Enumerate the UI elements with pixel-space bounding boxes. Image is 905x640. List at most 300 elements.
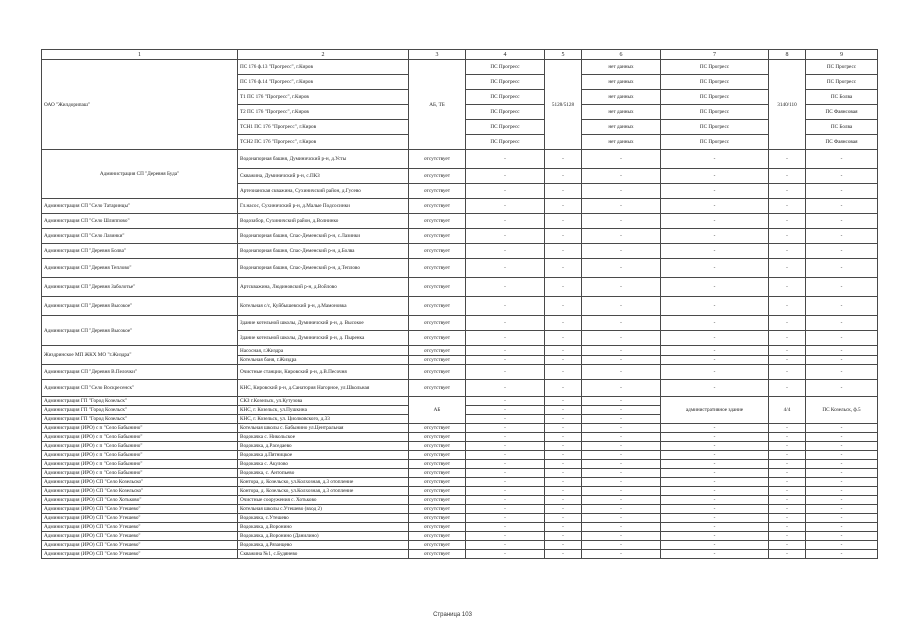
- table-cell: -: [582, 460, 661, 469]
- table-cell: Водокачка, д.Воронино: [238, 523, 409, 532]
- table-cell: ПС Прогресс: [661, 75, 769, 90]
- table-cell: Администрация СП "Село Лазинки": [42, 229, 238, 244]
- table-cell: -: [545, 460, 582, 469]
- table-cell: Котельная баня, г.Жиздра: [238, 356, 409, 365]
- table-cell: Администрация ГП "Город Козельск": [42, 415, 238, 424]
- table-cell: Администрация СП "Деревня Высокое": [42, 316, 238, 346]
- table-cell: СКЗ г.Козельск, ул.Кутузова: [238, 397, 409, 406]
- table-cell: отсутствует: [409, 259, 466, 278]
- table-cell: нет данных: [582, 90, 661, 105]
- table-cell: ПС 176 ф.14 "Прогресс", г.Киров: [238, 75, 409, 90]
- table-cell: -: [769, 346, 806, 356]
- table-cell: Администрация (ИРО) с п "Село Бабынино": [42, 469, 238, 478]
- table-cell: -: [582, 451, 661, 460]
- table-cell: Администрация СП "Деревня Теплово": [42, 259, 238, 278]
- table-cell: ПС Прогресс: [466, 105, 545, 120]
- table-cell: -: [769, 184, 806, 199]
- table-cell: -: [582, 532, 661, 541]
- table-cell: Котельная с/с, Куйбышевский р-н, д.Мамоновка: [238, 297, 409, 316]
- table-cell: -: [582, 259, 661, 278]
- table-cell: -: [769, 424, 806, 433]
- table-cell: -: [661, 214, 769, 229]
- table-cell: -: [769, 505, 806, 514]
- table-cell: Гл.насос, Сухиничский р-н, д.Малые Подсосинки: [238, 199, 409, 214]
- table-cell: 3140/110: [769, 60, 806, 150]
- table-cell: -: [466, 297, 545, 316]
- table-cell: -: [582, 316, 661, 331]
- table-cell: отсутствует: [409, 346, 466, 356]
- column-number-1: 1: [42, 50, 238, 60]
- table-cell: -: [582, 229, 661, 244]
- table-cell: -: [582, 397, 661, 406]
- table-cell: -: [661, 380, 769, 397]
- table-cell: -: [806, 487, 878, 496]
- table-cell: -: [661, 514, 769, 523]
- table-cell: -: [545, 297, 582, 316]
- table-cell: Администрация (ИРО) с п "Село Бабынино": [42, 451, 238, 460]
- table-cell: Очистные станции, Кировский р-н, д.В.Песочня: [238, 365, 409, 380]
- table-cell: -: [661, 469, 769, 478]
- table-cell: -: [806, 478, 878, 487]
- table-cell: -: [661, 532, 769, 541]
- table-cell: Администрация СП "Деревня Буда": [42, 150, 238, 199]
- table-cell: -: [545, 169, 582, 184]
- table-cell: 5128/5128: [545, 60, 582, 150]
- table-cell: -: [769, 469, 806, 478]
- table-cell: -: [582, 150, 661, 169]
- column-number-8: 8: [769, 50, 806, 60]
- table-cell: -: [545, 523, 582, 532]
- table-cell: -: [545, 214, 582, 229]
- table-row: [42, 424, 878, 433]
- table-cell: -: [806, 532, 878, 541]
- table-cell: отсутствует: [409, 229, 466, 244]
- table-cell: -: [466, 380, 545, 397]
- table-cell: -: [806, 523, 878, 532]
- table-cell: -: [769, 541, 806, 550]
- table-cell: -: [545, 541, 582, 550]
- table-cell: Водокачка д.Пятницкое: [238, 451, 409, 460]
- table-cell: -: [661, 356, 769, 365]
- table-cell: -: [769, 259, 806, 278]
- table-cell: -: [545, 451, 582, 460]
- table-cell: Администрация (ИРО) СП "Село Утешево": [42, 505, 238, 514]
- table-cell: Администрация ГП "Город Козельск": [42, 397, 238, 406]
- table-cell: -: [582, 415, 661, 424]
- table-cell: -: [545, 505, 582, 514]
- table-cell: административное здание: [661, 397, 769, 424]
- table-cell: -: [582, 331, 661, 346]
- table-cell: Артезианская скважина, Сухиничский район, д.Гусево: [238, 184, 409, 199]
- table-cell: отсутствует: [409, 541, 466, 550]
- table-cell: Водокачка с. Акулово: [238, 460, 409, 469]
- table-cell: -: [582, 297, 661, 316]
- table-row: [42, 214, 878, 229]
- table-cell: -: [466, 451, 545, 460]
- table-cell: -: [466, 496, 545, 505]
- table-cell: отсутствует: [409, 365, 466, 380]
- table-cell: КНС, г. Козельск, ул. Циолковского, д.33: [238, 415, 409, 424]
- table-cell: -: [582, 356, 661, 365]
- table-cell: ПС 176 ф.13 "Прогресс", г.Киров: [238, 60, 409, 75]
- table-cell: -: [806, 424, 878, 433]
- table-cell: -: [545, 259, 582, 278]
- table-cell: отсутствует: [409, 150, 466, 169]
- table-cell: отсутствует: [409, 505, 466, 514]
- header-row: [42, 50, 878, 60]
- table-cell: отсутствует: [409, 451, 466, 460]
- table-cell: Контора, д. Козельско, ул.Колхозная, д.3 отопление: [238, 478, 409, 487]
- table-cell: -: [806, 346, 878, 356]
- table-cell: Водокачка, с.Утешево: [238, 514, 409, 523]
- table-cell: -: [806, 514, 878, 523]
- table-cell: -: [806, 380, 878, 397]
- table-cell: отсутствует: [409, 487, 466, 496]
- table-cell: -: [466, 550, 545, 559]
- table-cell: отсутствует: [409, 442, 466, 451]
- table-cell: АБ: [409, 397, 466, 424]
- table-cell: -: [806, 316, 878, 331]
- table-cell: -: [545, 415, 582, 424]
- table-cell: -: [545, 244, 582, 259]
- table-cell: -: [806, 244, 878, 259]
- table-cell: ПС Прогресс: [661, 60, 769, 75]
- table-cell: Администрация (ИРО) СП "Село Утешево": [42, 523, 238, 532]
- column-number-6: 6: [582, 50, 661, 60]
- table-cell: отсутствует: [409, 460, 466, 469]
- table-cell: -: [545, 365, 582, 380]
- table-cell: -: [545, 316, 582, 331]
- table-cell: отсутствует: [409, 244, 466, 259]
- table-cell: -: [806, 150, 878, 169]
- table-cell: Водонапорная башня, Думиничский р-н, д.Усты: [238, 150, 409, 169]
- table-cell: -: [545, 487, 582, 496]
- table-cell: отсутствует: [409, 496, 466, 505]
- table-cell: -: [466, 433, 545, 442]
- table-cell: отсутствует: [409, 316, 466, 331]
- table-cell: -: [545, 356, 582, 365]
- table-cell: -: [582, 496, 661, 505]
- table-cell: -: [466, 259, 545, 278]
- table-cell: нет данных: [582, 135, 661, 150]
- table-row: [42, 541, 878, 550]
- table-cell: Котельная школы с.Утешево (вход 2): [238, 505, 409, 514]
- table-cell: отсутствует: [409, 514, 466, 523]
- table-row: [42, 199, 878, 214]
- table-cell: -: [806, 451, 878, 460]
- table-cell: -: [661, 229, 769, 244]
- table-row: [42, 496, 878, 505]
- table-cell: Администрация (ИРО) с п "Село Бабынино": [42, 433, 238, 442]
- table-cell: -: [466, 541, 545, 550]
- table-cell: -: [806, 505, 878, 514]
- table-cell: -: [806, 229, 878, 244]
- table-cell: Администрация СП "Село Шлиппово": [42, 214, 238, 229]
- table-cell: Водонапорная башня, Спас-Деменский р-н, д.Теплово: [238, 259, 409, 278]
- table-row: [42, 523, 878, 532]
- table-row: [42, 60, 878, 75]
- table-cell: -: [545, 150, 582, 169]
- table-cell: -: [769, 478, 806, 487]
- table-cell: -: [545, 532, 582, 541]
- table-cell: ПС Фаянсовая: [806, 105, 878, 120]
- table-row: [42, 365, 878, 380]
- table-cell: -: [466, 316, 545, 331]
- table-cell: ПС Прогресс: [466, 90, 545, 105]
- table-cell: -: [466, 397, 545, 406]
- table-cell: Водокачка, с. Антопьево: [238, 469, 409, 478]
- table-cell: -: [661, 297, 769, 316]
- table-cell: Водонапорная башня, Спас-Деменский р-н, д.Болва: [238, 244, 409, 259]
- table-cell: -: [769, 356, 806, 365]
- table-cell: -: [466, 469, 545, 478]
- table-row: [42, 297, 878, 316]
- table-cell: -: [661, 460, 769, 469]
- table-cell: ПС Прогресс: [661, 120, 769, 135]
- table-cell: -: [466, 229, 545, 244]
- table-cell: -: [806, 442, 878, 451]
- table-cell: отсутствует: [409, 433, 466, 442]
- table-cell: -: [769, 550, 806, 559]
- table-cell: Администрация (ИРО) СП "Село Утешево": [42, 541, 238, 550]
- table-cell: Администрация СП "Деревня В.Пелочки": [42, 365, 238, 380]
- table-cell: -: [769, 365, 806, 380]
- table-cell: -: [806, 259, 878, 278]
- column-number-2: 2: [238, 50, 409, 60]
- table-cell: -: [806, 469, 878, 478]
- table-cell: -: [582, 199, 661, 214]
- table-row: [42, 278, 878, 297]
- table-cell: отсутствует: [409, 550, 466, 559]
- table-cell: -: [582, 278, 661, 297]
- table-cell: Скважина №1, с.Будянево: [238, 550, 409, 559]
- table-cell: Жиздринское МП ЖКХ МО "г.Жиздра": [42, 346, 238, 365]
- table-cell: отсутствует: [409, 469, 466, 478]
- table-cell: -: [806, 496, 878, 505]
- table-cell: нет данных: [582, 120, 661, 135]
- table-cell: -: [661, 424, 769, 433]
- table-cell: Администрация СП "Село Воскресенск": [42, 380, 238, 397]
- table-cell: -: [466, 460, 545, 469]
- table-row: [42, 433, 878, 442]
- table-cell: Водокачка, д.Рязанцево: [238, 541, 409, 550]
- table-cell: отсутствует: [409, 214, 466, 229]
- table-row: [42, 316, 878, 331]
- table-cell: Администрация СП "Деревня Болва": [42, 244, 238, 259]
- table-cell: -: [806, 199, 878, 214]
- table-cell: Котельная школы с. Бабынино ул.Центральная: [238, 424, 409, 433]
- table-cell: -: [582, 550, 661, 559]
- table-cell: -: [466, 184, 545, 199]
- table-cell: -: [769, 532, 806, 541]
- table-cell: ПС Прогресс: [466, 120, 545, 135]
- table-row: [42, 244, 878, 259]
- table-cell: -: [806, 184, 878, 199]
- table-cell: -: [661, 541, 769, 550]
- table-cell: отсутствует: [409, 523, 466, 532]
- table-cell: -: [661, 199, 769, 214]
- table-cell: -: [545, 380, 582, 397]
- table-cell: отсутствует: [409, 380, 466, 397]
- table-cell: Насосная, г.Жиздра: [238, 346, 409, 356]
- table-cell: -: [769, 487, 806, 496]
- table-cell: -: [661, 496, 769, 505]
- table-cell: Водонапорная башня, Спас-Деменский р-н, с.Лазинки: [238, 229, 409, 244]
- table-cell: -: [661, 244, 769, 259]
- table-cell: -: [545, 331, 582, 346]
- table-cell: ПС Прогресс: [661, 90, 769, 105]
- column-number-7: 7: [661, 50, 769, 60]
- table-cell: отсутствует: [409, 331, 466, 346]
- table-cell: -: [582, 169, 661, 184]
- table-cell: нет данных: [582, 60, 661, 75]
- table-cell: -: [769, 460, 806, 469]
- table-cell: -: [466, 199, 545, 214]
- table-cell: -: [466, 244, 545, 259]
- table-cell: -: [661, 316, 769, 331]
- table-cell: -: [466, 478, 545, 487]
- table-cell: АБ, ТБ: [409, 60, 466, 150]
- table-cell: Администрация (ИРО) с п "Село Бабынино": [42, 460, 238, 469]
- table-cell: -: [769, 169, 806, 184]
- table-cell: -: [466, 442, 545, 451]
- table-cell: -: [661, 478, 769, 487]
- table-row: [42, 380, 878, 397]
- table-cell: Администрация (ИРО) СП "Село Утешево": [42, 550, 238, 559]
- table-cell: отсутствует: [409, 478, 466, 487]
- table-cell: Артскважина, Людиновский р-н, д.Войлово: [238, 278, 409, 297]
- table-cell: -: [806, 433, 878, 442]
- table-cell: -: [545, 442, 582, 451]
- table-cell: -: [582, 424, 661, 433]
- table-cell: -: [769, 451, 806, 460]
- table-cell: -: [806, 460, 878, 469]
- table-cell: -: [466, 424, 545, 433]
- table-row: [42, 532, 878, 541]
- table-cell: нет данных: [582, 105, 661, 120]
- column-number-9: 9: [806, 50, 878, 60]
- column-number-3: 3: [409, 50, 466, 60]
- table-cell: ПС Прогресс: [806, 60, 878, 75]
- table-cell: -: [466, 523, 545, 532]
- table-cell: -: [582, 184, 661, 199]
- table-row: [42, 150, 878, 169]
- table-cell: Администрация СП "Деревня Высокое": [42, 297, 238, 316]
- table-cell: -: [661, 451, 769, 460]
- table-cell: -: [769, 523, 806, 532]
- table-cell: -: [466, 169, 545, 184]
- table-cell: КНС, Кировский р-н, д.Санатория Нагорное, ул.Школьная: [238, 380, 409, 397]
- table-cell: -: [582, 406, 661, 415]
- table-cell: ПС Прогресс: [466, 135, 545, 150]
- table-cell: -: [769, 380, 806, 397]
- table-cell: -: [806, 278, 878, 297]
- table-row: [42, 487, 878, 496]
- table-cell: Администрация (ИРО) СП "Село Козельско": [42, 478, 238, 487]
- table-cell: -: [582, 433, 661, 442]
- table-cell: отсутствует: [409, 297, 466, 316]
- table-cell: -: [661, 169, 769, 184]
- table-cell: -: [661, 331, 769, 346]
- table-cell: -: [582, 365, 661, 380]
- table-cell: Администрация ГП "Город Козельск": [42, 406, 238, 415]
- table-row: [42, 514, 878, 523]
- table-cell: Администрация (ИРО) СП "Село Козельско": [42, 487, 238, 496]
- table-cell: Т2 ПС 176 "Прогресс", г.Киров: [238, 105, 409, 120]
- table-cell: -: [466, 532, 545, 541]
- table-row: [42, 346, 878, 356]
- table-cell: -: [769, 244, 806, 259]
- table-cell: Очистные сооружения с. Хотьково: [238, 496, 409, 505]
- table-cell: -: [545, 406, 582, 415]
- table-cell: отсутствует: [409, 169, 466, 184]
- table-cell: -: [582, 523, 661, 532]
- table-cell: -: [661, 259, 769, 278]
- table-cell: -: [545, 469, 582, 478]
- table-cell: -: [545, 496, 582, 505]
- table-cell: -: [806, 541, 878, 550]
- table-cell: Администрация (ИРО) СП "Село Утешево": [42, 514, 238, 523]
- table-cell: -: [545, 199, 582, 214]
- table-cell: -: [466, 331, 545, 346]
- table-cell: -: [661, 433, 769, 442]
- table-cell: -: [769, 214, 806, 229]
- table-cell: -: [661, 442, 769, 451]
- table-cell: -: [769, 297, 806, 316]
- table-cell: -: [582, 514, 661, 523]
- table-cell: ТСН1 ПС 176 "Прогресс", г.Киров: [238, 120, 409, 135]
- table-cell: -: [466, 365, 545, 380]
- table-row: [42, 469, 878, 478]
- table-cell: -: [661, 550, 769, 559]
- column-number-5: 5: [545, 50, 582, 60]
- table-cell: 4/4: [769, 397, 806, 424]
- table-cell: отсутствует: [409, 424, 466, 433]
- table-cell: -: [769, 433, 806, 442]
- table-cell: -: [582, 505, 661, 514]
- table-cell: -: [582, 380, 661, 397]
- table-row: [42, 442, 878, 451]
- table-cell: -: [466, 505, 545, 514]
- table-cell: -: [545, 550, 582, 559]
- table-cell: -: [806, 331, 878, 346]
- table-cell: -: [806, 214, 878, 229]
- table-cell: -: [545, 278, 582, 297]
- table-cell: ОАО "Жилдорипаш": [42, 60, 238, 150]
- table-cell: ПС Прогресс: [661, 135, 769, 150]
- table-cell: -: [582, 541, 661, 550]
- table-cell: Администрация (ИРО) СП "Село Утешево": [42, 532, 238, 541]
- table-cell: Администрация (ИРО) СП "Село Хотьково": [42, 496, 238, 505]
- table-cell: Т1 ПС 176 "Прогресс", г.Киров: [238, 90, 409, 105]
- table-cell: Администрация СП "Деревня Заболотье": [42, 278, 238, 297]
- table-cell: -: [466, 150, 545, 169]
- table-cell: -: [582, 442, 661, 451]
- table-cell: нет данных: [582, 75, 661, 90]
- table-cell: ПС Болва: [806, 120, 878, 135]
- table-cell: Здание котельной школы, Думиничский р-н, д. Высокое: [238, 316, 409, 331]
- table-cell: -: [582, 244, 661, 259]
- table-cell: Водокачка с. Никольское: [238, 433, 409, 442]
- table-cell: отсутствует: [409, 356, 466, 365]
- table-cell: Администрация СП "Село Татаринцы": [42, 199, 238, 214]
- table-cell: ПС Болва: [806, 90, 878, 105]
- table-cell: -: [582, 469, 661, 478]
- table-cell: -: [769, 316, 806, 331]
- data-table: [41, 49, 878, 559]
- table-cell: Водозабор, Сухиничский район, д.Волнинко: [238, 214, 409, 229]
- table-cell: -: [582, 214, 661, 229]
